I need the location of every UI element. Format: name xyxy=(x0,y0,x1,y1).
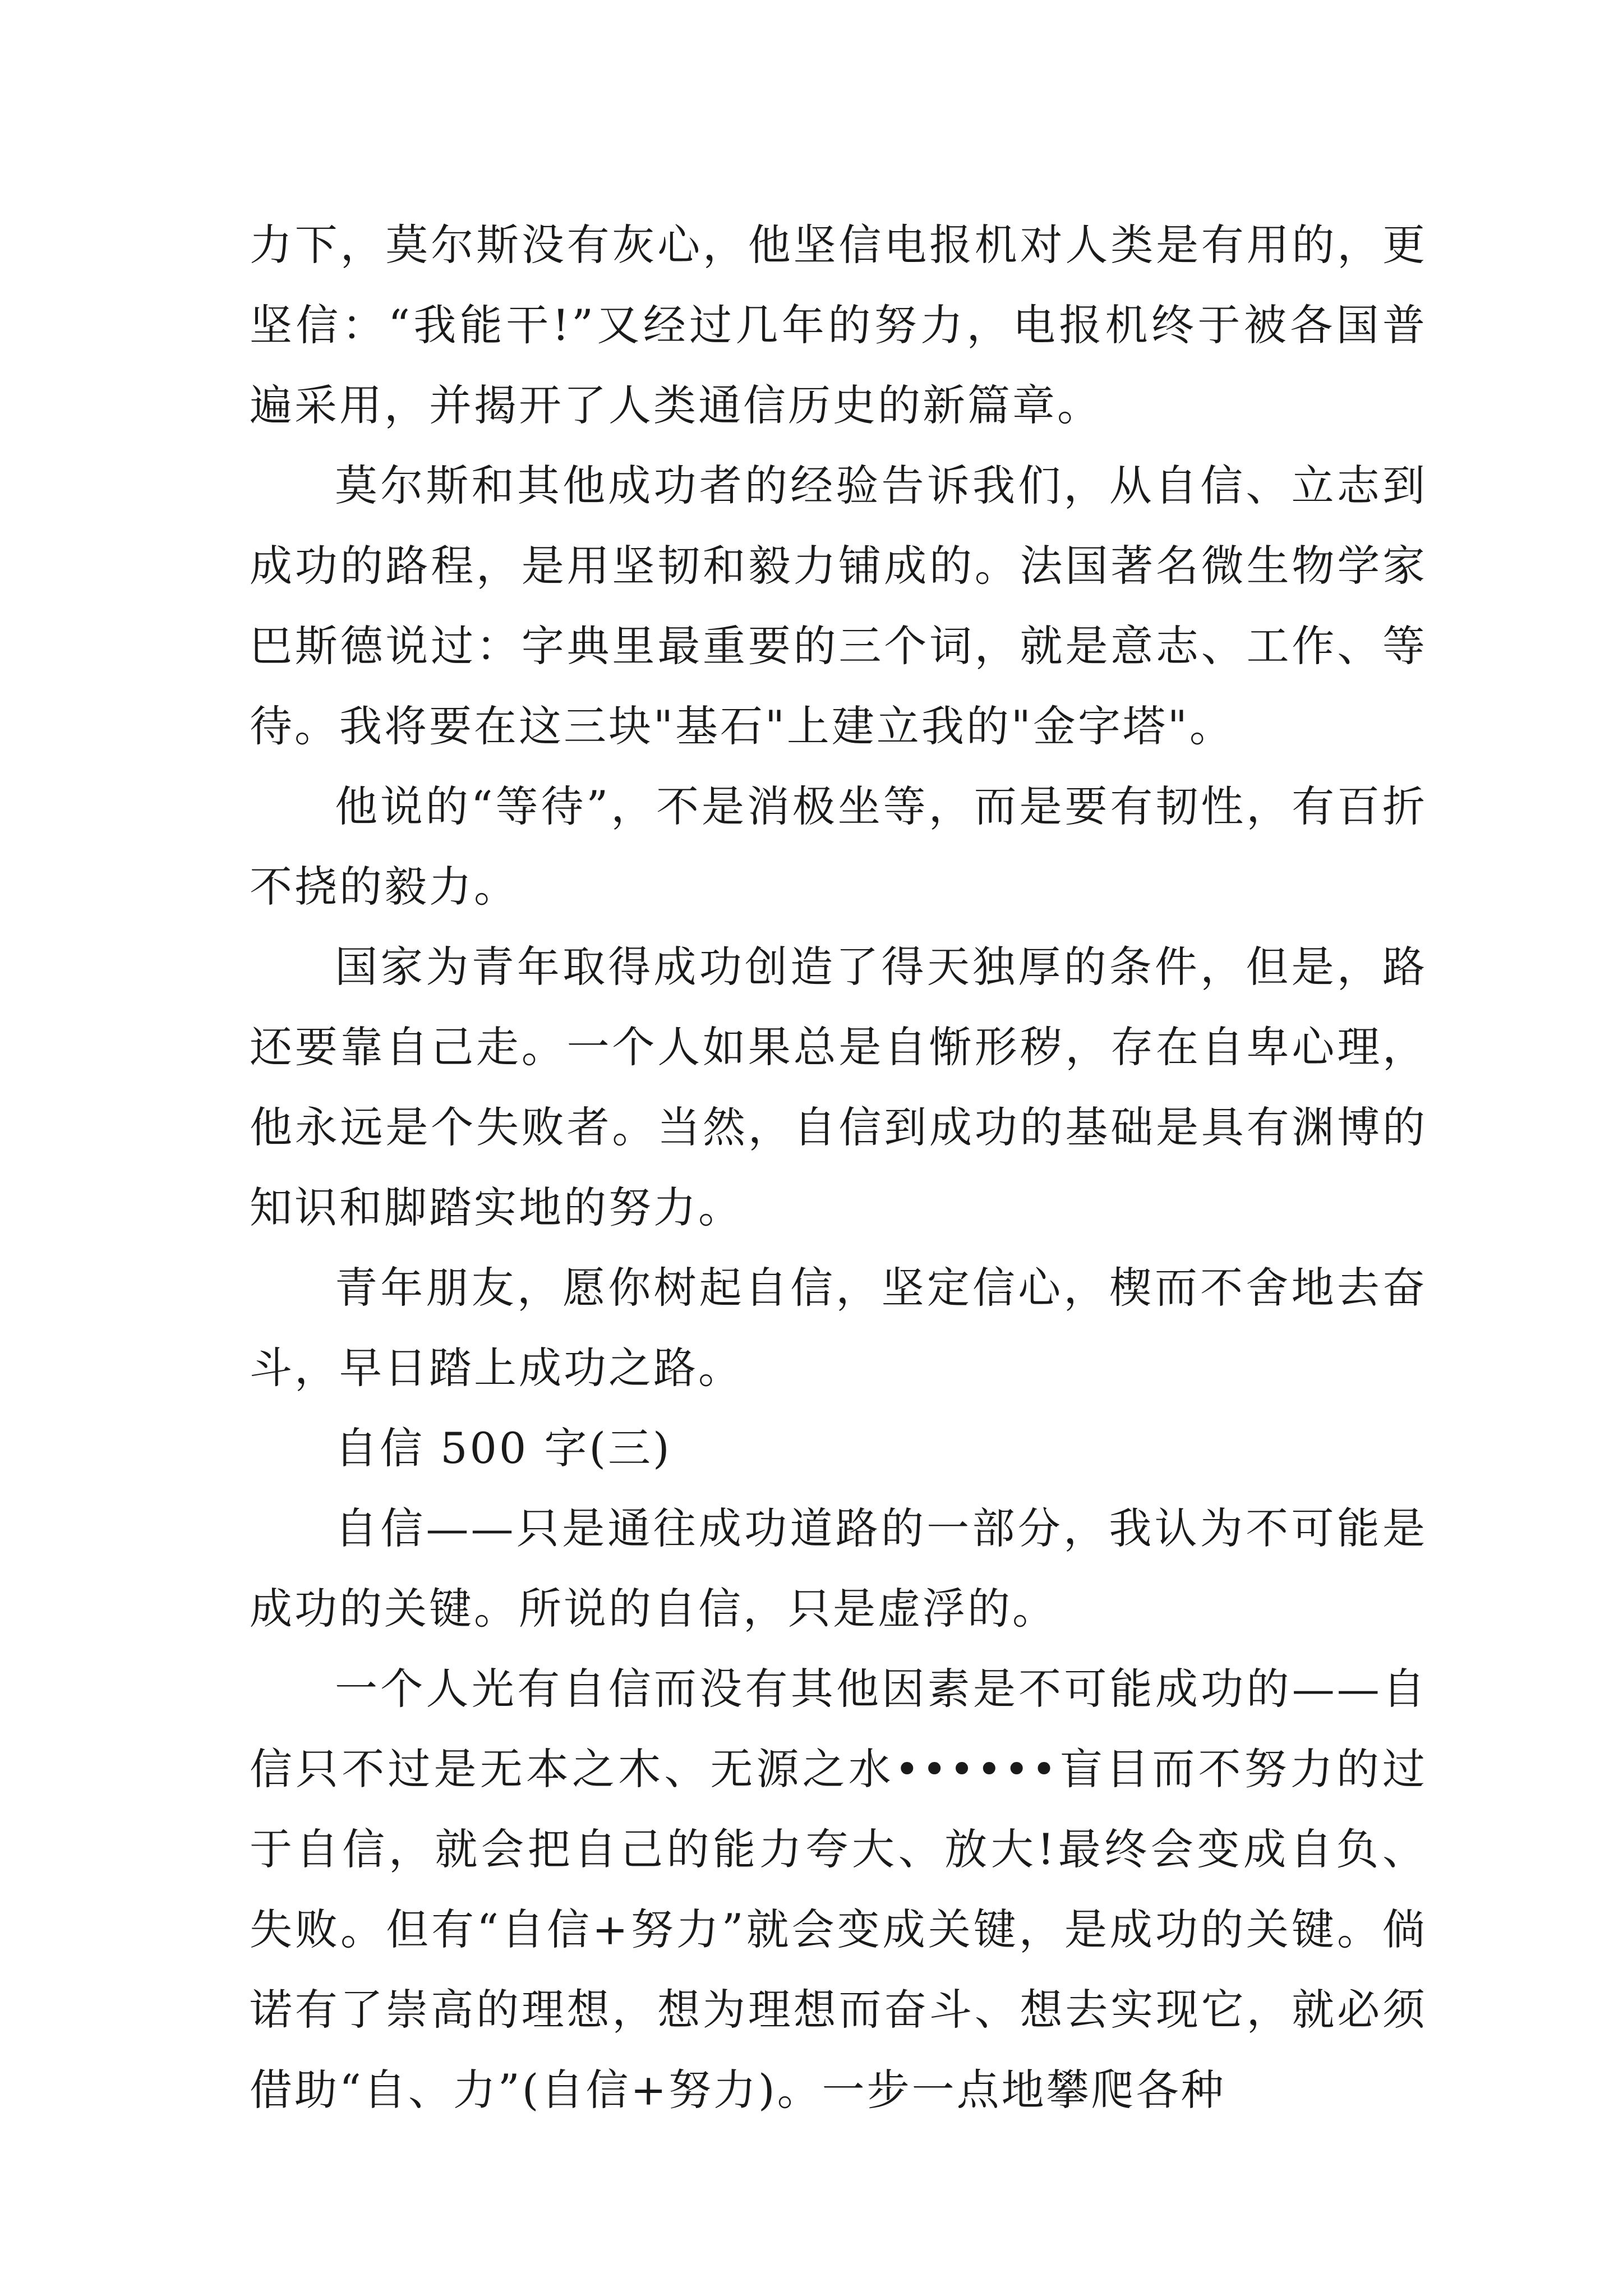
paragraph-1: 力下，莫尔斯没有灰心，他坚信电报机对人类是有用的，更坚信：“我能干!”又经过几年的努力，电报机终于被各国普遍采用，并揭开了人类通信历史的新篇章。 xyxy=(250,220,1427,430)
paragraph-7: 一个人光有自信而没有其他因素是不可能成功的——自信只不过是无本之木、无源之水••••••盲目而不努力的过于自信，就会把自己的能力夸大、放大!最终会变成自负、失败。但有“自信+努力”就会变成关键，是成功的关键。倘诺有了崇高的理想，想为理想而奋斗、想去实现它，就必须借助“自、力”(自信+努力)。一步一点地攀爬各种 xyxy=(250,1664,1427,2115)
paragraph-4: 国家为青年取得成功创造了得天独厚的条件，但是，路还要靠自己走。一个人如果总是自惭形秽，存在自卑心理，他永远是个失败者。当然，自信到成功的基础是具有渊博的知识和脚踏实地的努力。 xyxy=(250,942,1427,1232)
paragraph-2: 莫尔斯和其他成功者的经验告诉我们，从自信、立志到成功的路程，是用坚韧和毅力铺成的。法国著名微生物学家巴斯德说过：字典里最重要的三个词，就是意志、工作、等待。我将要在这三块"基石"上建立我的"金字塔"。 xyxy=(250,461,1427,751)
paragraph-6: 自信——只是通往成功道路的一部分，我认为不可能是成功的关键。所说的自信，只是虚浮的。 xyxy=(250,1503,1427,1634)
section-heading: 自信 500 字(三) xyxy=(335,1423,672,1473)
paragraph-3: 他说的“等待”，不是消极坐等，而是要有韧性，有百折不挠的毅力。 xyxy=(250,781,1427,912)
paragraph-5: 青年朋友，愿你树起自信，坚定信心，楔而不舍地去奋斗，早日踏上成功之路。 xyxy=(250,1263,1427,1393)
body-text xyxy=(250,205,1427,2130)
